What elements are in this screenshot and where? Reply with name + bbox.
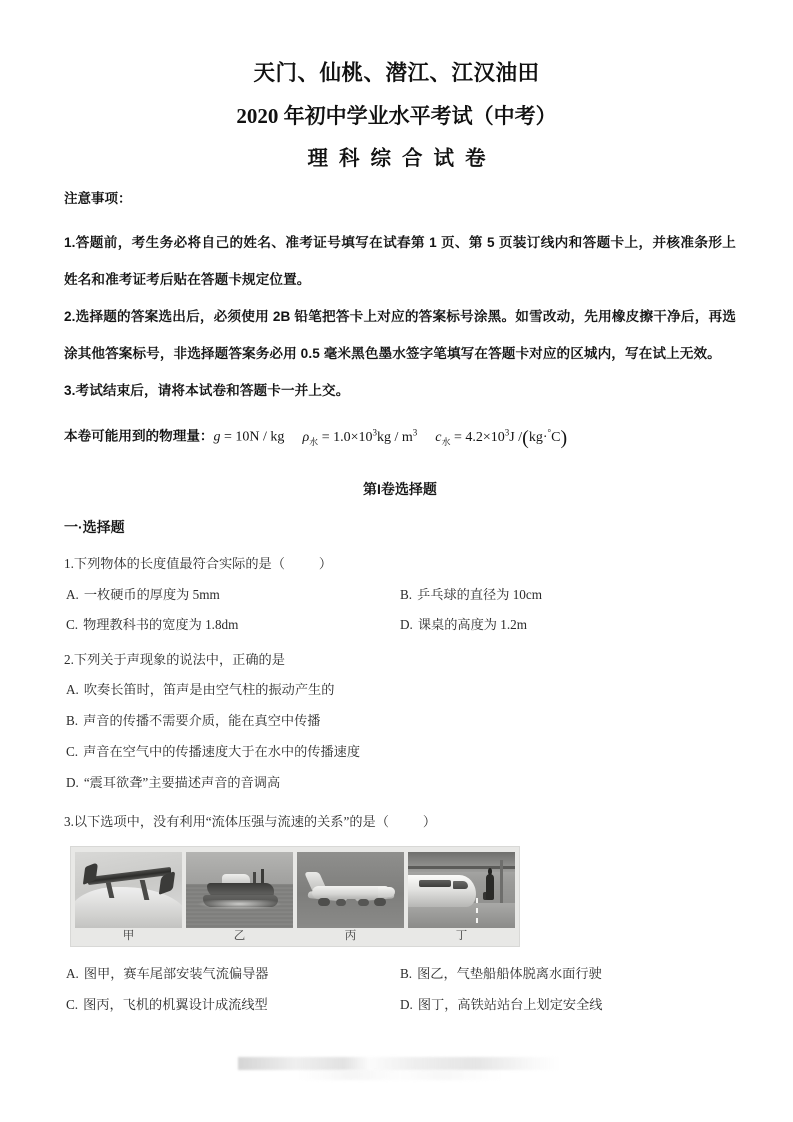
option-label: D. (66, 775, 79, 791)
option-text: 课桌的高度为 1.2m (417, 617, 527, 633)
question-1-stem-text: 1.下列物体的长度值最符合实际的是（ (64, 556, 285, 572)
bottom-watermark-band-secondary (300, 1070, 500, 1080)
option-label: C. (66, 617, 79, 633)
question-3-stem-text: 3.以下选项中，没有利用“流体压强与流速的关系”的是（ (64, 814, 389, 830)
hovercraft-on-water-photo (186, 852, 293, 928)
physics-constants-line (64, 415, 736, 458)
notice-item-2: 2.选择题的答案选出后，必须使用 2B 铅笔把答卡上对应的答案标号涂黑。如雪改动，先用橡皮擦干净后，再选涂其他答案标号，非选择题答案务必用 0.5 毫米黑色墨水签字笔填写在答题卡对应的区城内，写在试上无效。 (64, 309, 736, 361)
option-text: “震耳欲聋”主要描述声音的音调高 (83, 775, 281, 791)
page-title-block (62, 58, 731, 174)
question-1-stem-tail: ） (318, 556, 333, 572)
page-title-subject: 理科综合试卷 (307, 148, 497, 170)
figure-cell-ding (408, 852, 515, 944)
question-2-option-c[interactable] (64, 736, 736, 767)
bottom-watermark-band (238, 1057, 558, 1070)
question-3-option-d[interactable] (400, 989, 602, 1021)
option-label: A. (66, 966, 79, 982)
option-text: 图乙，气垫船船体脱离水面行驶 (417, 966, 602, 982)
high-speed-train-at-platform-photo (408, 852, 515, 928)
option-label: D. (400, 617, 413, 633)
constant-water-specific-heat: $c_水 = 4.2\times 10^3J$ /(kg·°C) (435, 426, 568, 449)
figure-cell-jia (75, 852, 182, 944)
option-text: 乒乓球的直径为 10cm (417, 587, 543, 603)
option-label: B. (400, 966, 413, 982)
option-text: 图甲，赛车尾部安装气流偏导器 (83, 966, 269, 982)
option-label: C. (66, 997, 79, 1013)
option-label: B. (400, 587, 413, 603)
question-1-option-d[interactable] (400, 610, 527, 640)
option-row (64, 989, 736, 1021)
part-heading: 一·选择题 (64, 519, 125, 536)
question-3-stem (64, 808, 736, 836)
figure-caption-yi: 乙 (233, 930, 246, 943)
notice-item-1: 1.答题前，考生务必将自己的姓名、准考证号填写在试春第 1 页、第 5 页装订线内和答题卡上，并核准条形上姓名和准考证考后贴在答题卡规定位置。 (64, 235, 736, 287)
option-row (64, 580, 736, 610)
constant-water-density: $\rho_水 = 1.0\times 10^3kg / m^3$ (302, 427, 418, 447)
question-3-stem-tail: ） (422, 814, 437, 830)
question-1-option-c[interactable] (66, 610, 238, 640)
airliner-in-flight-photo (297, 852, 404, 928)
figure-caption-jia: 甲 (122, 930, 135, 943)
question-2-option-a[interactable] (64, 674, 736, 705)
question-3-option-b[interactable] (400, 959, 602, 989)
question-1-option-b[interactable] (400, 580, 542, 610)
option-text: 图丙，飞机的机翼设计成流线型 (83, 997, 268, 1013)
question-3-option-a[interactable] (66, 959, 268, 989)
notice-item-3: 3.考试结束后，请将本试卷和答题卡一并上交。 (64, 383, 350, 398)
page-title-exam: 2020 年初中学业水平考试（中考） (236, 104, 557, 128)
option-text: 吹奏长笛时，笛声是由空气柱的振动产生的 (83, 682, 335, 698)
question-1-stem (64, 550, 736, 578)
figure-cell-yi (186, 852, 293, 944)
physics-constants-label: 本卷可能用到的物理量： (64, 428, 214, 444)
option-row (64, 959, 736, 989)
question-1-options (64, 580, 736, 640)
figure-caption-ding: 丁 (455, 930, 468, 943)
option-text: 物理教科书的宽度为 1.8dm (83, 617, 239, 633)
question-2-option-d[interactable] (64, 767, 736, 798)
page-title-region: 天门、仙桃、潜江、江汉油田 (253, 61, 540, 85)
document-body (64, 188, 736, 1021)
option-text: 声音的传播不需要介质，能在真空中传播 (83, 713, 321, 729)
question-3-option-c[interactable] (66, 989, 268, 1021)
race-car-rear-spoiler-photo (75, 852, 182, 928)
option-label: C. (66, 744, 79, 760)
figure-caption-bing: 丙 (344, 930, 357, 943)
notice-heading: 注意事项： (64, 191, 132, 206)
volume-heading: 第I卷选择题 (363, 481, 437, 498)
figure-row (75, 852, 515, 944)
constant-gravity: g = 10N / kg (213, 429, 285, 445)
question-3-options (64, 959, 736, 1021)
option-label: A. (66, 682, 79, 698)
question-2-options (64, 674, 736, 798)
option-label: B. (66, 713, 79, 729)
option-text: 图丁，高铁站站台上划定安全线 (417, 997, 603, 1013)
option-row (64, 610, 736, 640)
option-label: D. (400, 997, 413, 1013)
option-label: A. (66, 587, 79, 603)
option-text: 一枚硬币的厚度为 5mm (83, 587, 220, 603)
figure-cell-bing (297, 852, 404, 944)
question-1-option-a[interactable] (66, 580, 220, 610)
question-3-figure-strip (70, 846, 520, 947)
option-text: 声音在空气中的传播速度大于在水中的传播速度 (83, 744, 361, 760)
question-2-stem: 2.下列关于声现象的说法中，正确的是 (64, 652, 285, 668)
question-2-option-b[interactable] (64, 705, 736, 736)
